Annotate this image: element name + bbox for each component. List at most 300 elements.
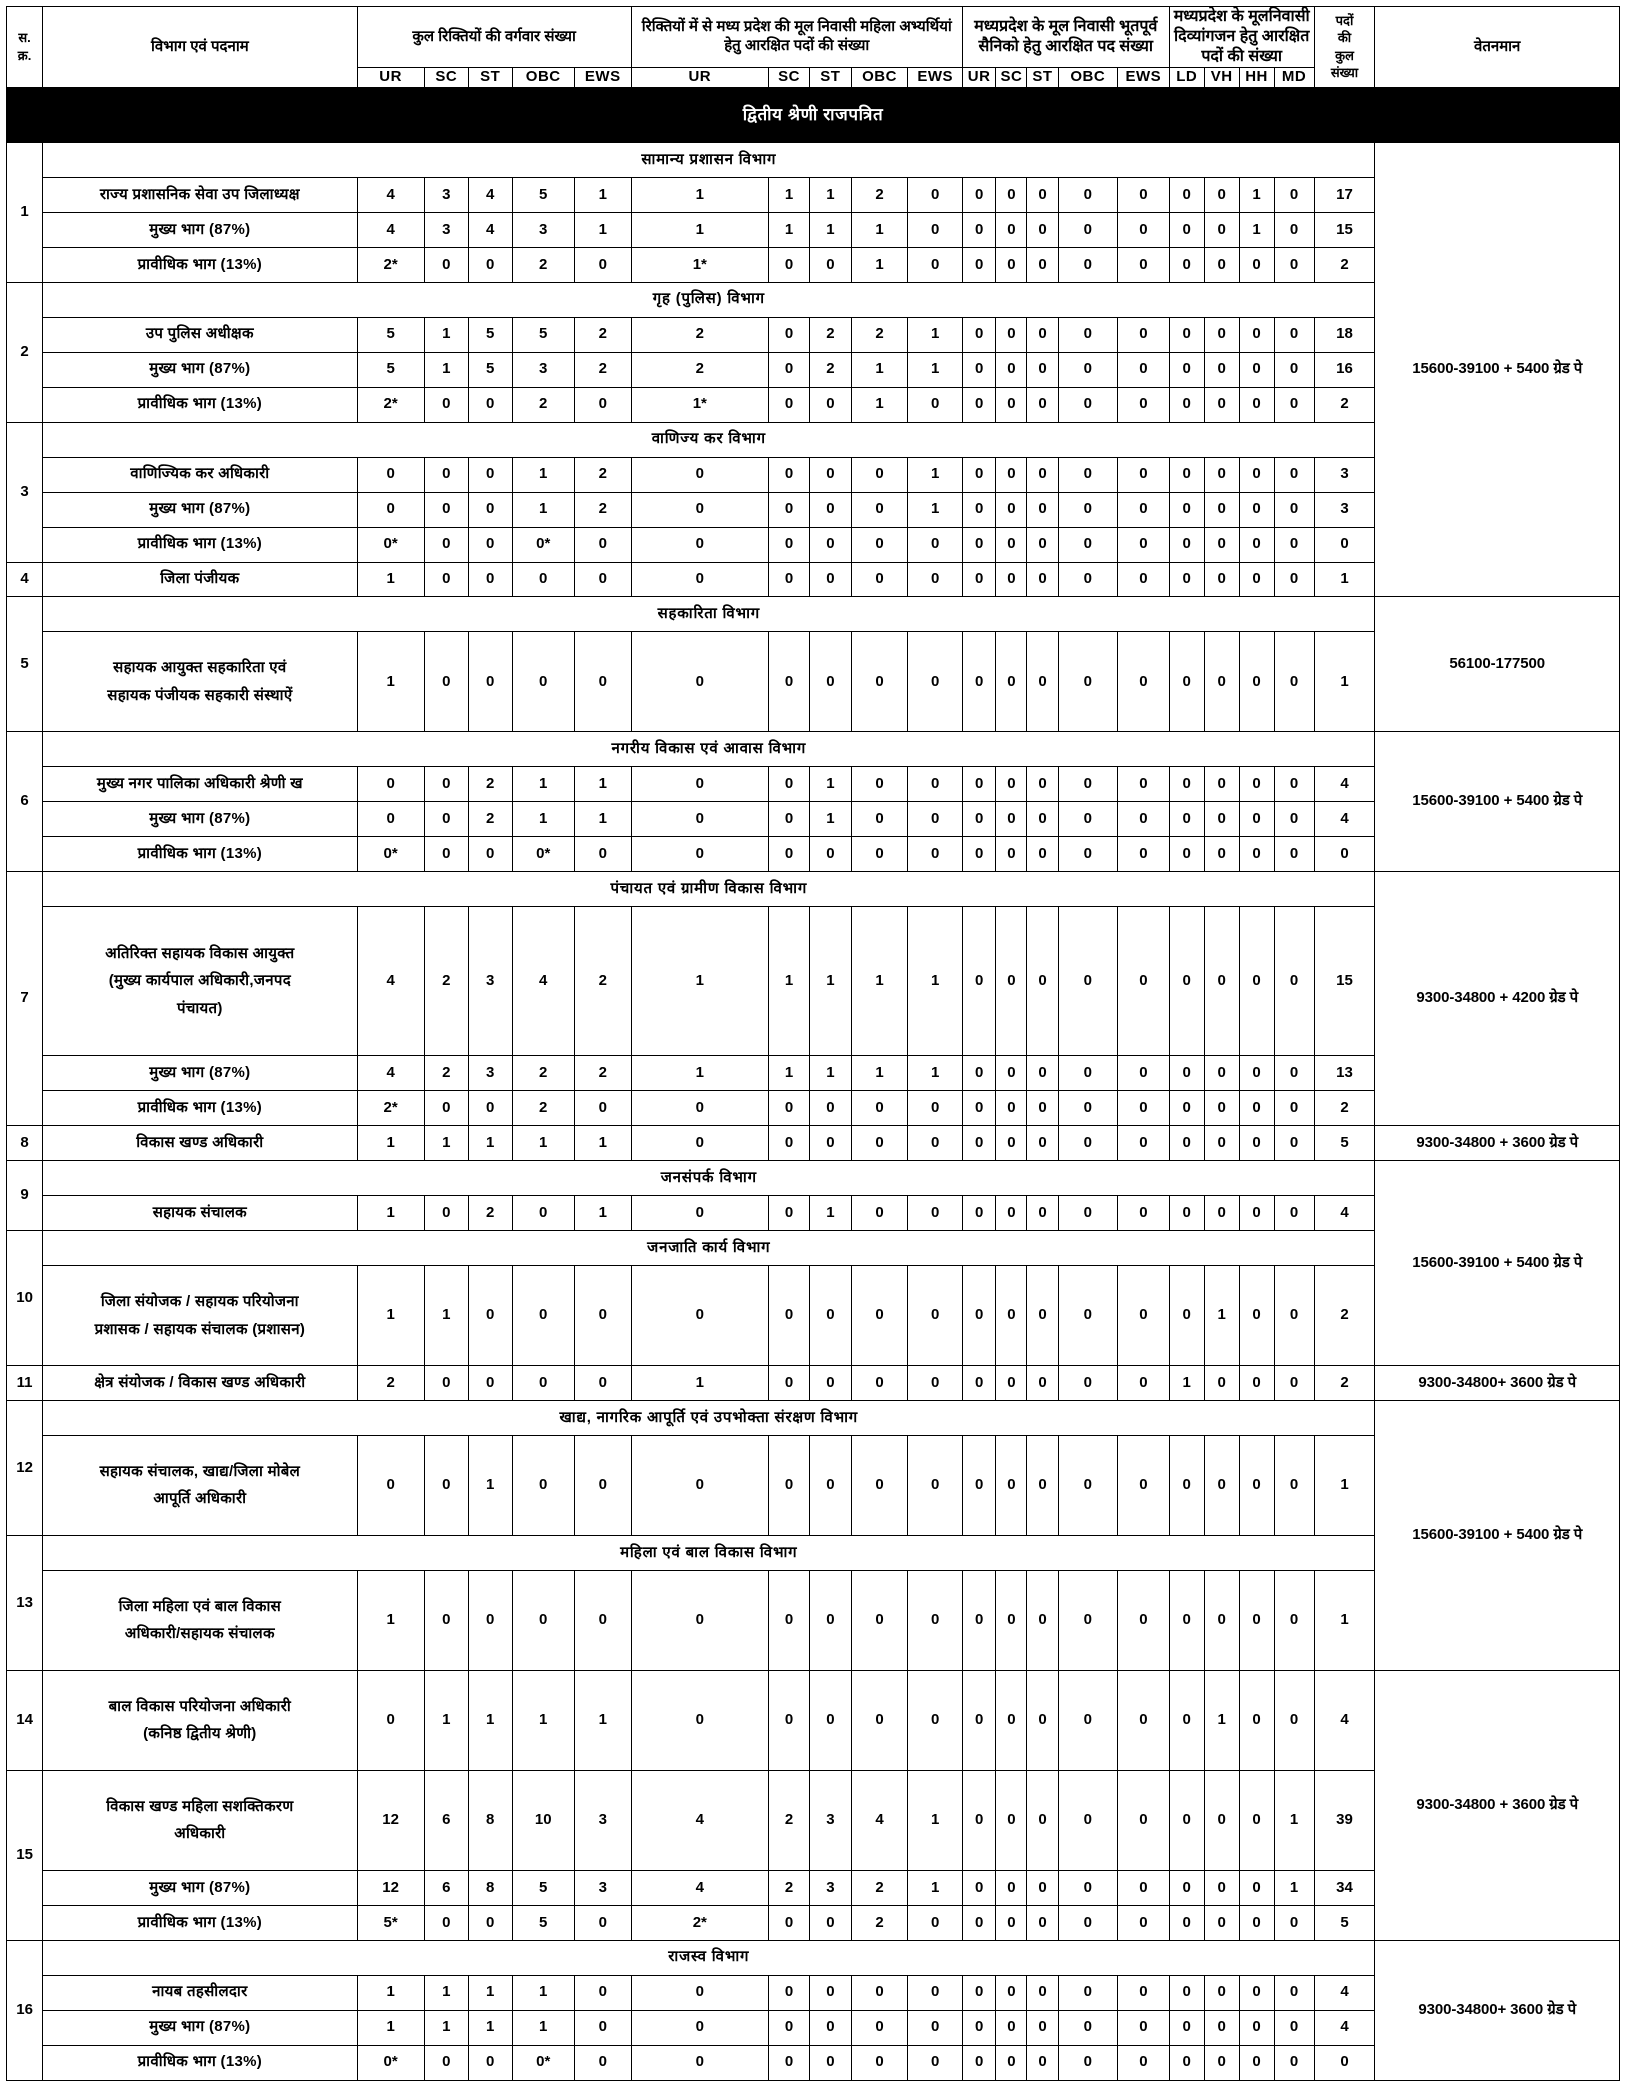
value-cell-vh-16: 0 bbox=[1204, 767, 1239, 802]
value-cell-ur-0: 12 bbox=[357, 1770, 424, 1870]
value-cell-obc-3: 0* bbox=[512, 2045, 574, 2080]
value-cell-obc-8: 0 bbox=[851, 1126, 908, 1161]
post-name-line: मुख्य भाग (87%) bbox=[149, 1063, 251, 1081]
subheader-ld: LD bbox=[1169, 68, 1204, 88]
value-cell-ur-5: 0 bbox=[631, 1091, 768, 1126]
value-cell-obc-3: 5 bbox=[512, 317, 574, 352]
value-cell-ur-0: 0 bbox=[357, 457, 424, 492]
value-cell-ews-4: 1 bbox=[574, 212, 631, 247]
post-name-line: प्रावीधिक भाग (13%) bbox=[137, 255, 263, 273]
value-cell-ews-9: 0 bbox=[908, 767, 962, 802]
value-cell-ur-0: 0 bbox=[357, 1435, 424, 1535]
subheader-ews-2: EWS bbox=[908, 68, 962, 88]
serial-number-cell: 2 bbox=[7, 282, 43, 422]
value-cell-ur-10: 0 bbox=[962, 1905, 996, 1940]
section-banner-row bbox=[7, 87, 1620, 142]
value-cell-ur-0: 5 bbox=[357, 352, 424, 387]
value-cell-ews-14: 0 bbox=[1117, 1770, 1169, 1870]
value-cell-sc-6: 0 bbox=[768, 1670, 809, 1770]
value-cell-obc-8: 0 bbox=[851, 632, 908, 732]
value-cell-st-7: 1 bbox=[810, 767, 851, 802]
value-cell-sc-11: 0 bbox=[996, 1366, 1027, 1401]
value-cell-ews-4: 0 bbox=[574, 1366, 631, 1401]
value-cell-ews-9: 0 bbox=[908, 837, 962, 872]
value-cell-ur-0: 1 bbox=[357, 1266, 424, 1366]
post-name-line: अतिरिक्त सहायक विकास आयुक्त bbox=[105, 944, 295, 962]
value-cell-hh-17: 0 bbox=[1239, 387, 1274, 422]
post-name-line: (मुख्य कार्यपाल अधिकारी,जनपद bbox=[108, 972, 291, 990]
row-total-cell: 5 bbox=[1314, 1126, 1375, 1161]
value-cell-ews-4: 1 bbox=[574, 767, 631, 802]
value-cell-obc-8: 0 bbox=[851, 1670, 908, 1770]
value-cell-obc-3: 5 bbox=[512, 1905, 574, 1940]
value-cell-sc-11: 0 bbox=[996, 247, 1027, 282]
value-cell-hh-17: 0 bbox=[1239, 802, 1274, 837]
value-cell-vh-16: 0 bbox=[1204, 802, 1239, 837]
value-cell-md-18: 0 bbox=[1274, 562, 1314, 597]
value-cell-ur-10: 0 bbox=[962, 632, 996, 732]
post-name-cell bbox=[43, 2045, 357, 2080]
value-cell-st-12: 0 bbox=[1027, 562, 1058, 597]
value-cell-st-12: 0 bbox=[1027, 317, 1058, 352]
post-name-line: मुख्य नगर पालिका अधिकारी श्रेणी ख bbox=[96, 774, 303, 792]
value-cell-ews-9: 0 bbox=[908, 802, 962, 837]
value-cell-sc-11: 0 bbox=[996, 2010, 1027, 2045]
value-cell-sc-6: 1 bbox=[768, 1056, 809, 1091]
value-cell-st-12: 0 bbox=[1027, 802, 1058, 837]
value-cell-md-18: 0 bbox=[1274, 1435, 1314, 1535]
subheader-st-3: ST bbox=[1027, 68, 1058, 88]
post-name-cell bbox=[43, 178, 357, 213]
value-cell-st-7: 3 bbox=[810, 1770, 851, 1870]
value-cell-ews-9: 1 bbox=[908, 457, 962, 492]
value-cell-ews-4: 1 bbox=[574, 178, 631, 213]
value-cell-obc-13: 0 bbox=[1058, 2045, 1117, 2080]
value-cell-ld-15: 0 bbox=[1169, 1905, 1204, 1940]
value-cell-sc-6: 1 bbox=[768, 212, 809, 247]
serial-number-cell: 10 bbox=[7, 1231, 43, 1366]
value-cell-sc-11: 0 bbox=[996, 1870, 1027, 1905]
value-cell-st-2: 0 bbox=[468, 527, 512, 562]
value-cell-ews-9: 1 bbox=[908, 907, 962, 1056]
value-cell-sc-6: 0 bbox=[768, 767, 809, 802]
value-cell-md-18: 0 bbox=[1274, 317, 1314, 352]
value-cell-ews-9: 0 bbox=[908, 562, 962, 597]
row-total-cell: 0 bbox=[1314, 527, 1375, 562]
value-cell-md-18: 0 bbox=[1274, 1975, 1314, 2010]
subheader-st-2: ST bbox=[810, 68, 851, 88]
post-name-cell bbox=[43, 1056, 357, 1091]
post-name-cell bbox=[43, 632, 357, 732]
post-name-cell bbox=[43, 802, 357, 837]
post-name-line: सहायक आयुक्त सहकारिता एवं bbox=[113, 659, 287, 677]
value-cell-ews-9: 1 bbox=[908, 492, 962, 527]
value-cell-obc-13: 0 bbox=[1058, 387, 1117, 422]
value-cell-st-12: 0 bbox=[1027, 352, 1058, 387]
header-posts-total-l1: पदों bbox=[1335, 12, 1354, 28]
value-cell-st-7: 0 bbox=[810, 492, 851, 527]
department-title-row bbox=[7, 597, 1620, 632]
department-name: पंचायत एवं ग्रामीण विकास विभाग bbox=[43, 872, 1375, 907]
value-cell-obc-3: 3 bbox=[512, 212, 574, 247]
department-name: महिला एवं बाल विकास विभाग bbox=[43, 1535, 1375, 1570]
subheader-obc-1: OBC bbox=[512, 68, 574, 88]
header-posts-total-l4: संख्या bbox=[1330, 65, 1359, 81]
value-cell-obc-3: 1 bbox=[512, 1670, 574, 1770]
value-cell-ur-0: 4 bbox=[357, 907, 424, 1056]
value-cell-vh-16: 0 bbox=[1204, 1056, 1239, 1091]
post-name-line: सहायक संचालक bbox=[152, 1203, 248, 1221]
value-cell-ld-15: 0 bbox=[1169, 1570, 1204, 1670]
value-cell-ur-5: 2 bbox=[631, 352, 768, 387]
value-cell-hh-17: 0 bbox=[1239, 1870, 1274, 1905]
value-cell-ur-10: 0 bbox=[962, 1870, 996, 1905]
value-cell-obc-8: 1 bbox=[851, 212, 908, 247]
value-cell-st-7: 0 bbox=[810, 1570, 851, 1670]
value-cell-st-2: 5 bbox=[468, 317, 512, 352]
value-cell-obc-13: 0 bbox=[1058, 1435, 1117, 1535]
value-cell-vh-16: 0 bbox=[1204, 2045, 1239, 2080]
value-cell-obc-13: 0 bbox=[1058, 767, 1117, 802]
value-cell-ews-9: 1 bbox=[908, 1870, 962, 1905]
value-cell-st-12: 0 bbox=[1027, 767, 1058, 802]
value-cell-vh-16: 0 bbox=[1204, 212, 1239, 247]
value-cell-ur-5: 0 bbox=[631, 457, 768, 492]
value-cell-obc-13: 0 bbox=[1058, 802, 1117, 837]
value-cell-md-18: 0 bbox=[1274, 2045, 1314, 2080]
post-name-cell bbox=[43, 457, 357, 492]
header-row-main bbox=[7, 7, 1620, 68]
value-cell-ews-4: 2 bbox=[574, 457, 631, 492]
value-cell-ews-14: 0 bbox=[1117, 1435, 1169, 1535]
value-cell-sc-1: 0 bbox=[424, 492, 468, 527]
row-total-cell: 1 bbox=[1314, 562, 1375, 597]
value-cell-hh-17: 0 bbox=[1239, 1366, 1274, 1401]
post-name-cell bbox=[43, 1126, 357, 1161]
value-cell-obc-3: 0* bbox=[512, 527, 574, 562]
department-title-row bbox=[7, 872, 1620, 907]
value-cell-hh-17: 0 bbox=[1239, 632, 1274, 732]
header-total-vacancies: कुल रिक्तियों की वर्गवार संख्या bbox=[357, 7, 631, 68]
value-cell-st-7: 0 bbox=[810, 1975, 851, 2010]
value-cell-sc-6: 0 bbox=[768, 2045, 809, 2080]
value-cell-obc-8: 2 bbox=[851, 178, 908, 213]
value-cell-ld-15: 0 bbox=[1169, 387, 1204, 422]
row-total-cell: 15 bbox=[1314, 212, 1375, 247]
value-cell-hh-17: 0 bbox=[1239, 907, 1274, 1056]
payscale-cell: 15600-39100 + 5400 ग्रेड पे bbox=[1375, 1161, 1620, 1366]
value-cell-ews-4: 0 bbox=[574, 837, 631, 872]
value-cell-st-2: 0 bbox=[468, 632, 512, 732]
value-cell-st-7: 0 bbox=[810, 527, 851, 562]
value-cell-ur-5: 1 bbox=[631, 1366, 768, 1401]
post-name-cell bbox=[43, 1435, 357, 1535]
value-cell-ews-14: 0 bbox=[1117, 352, 1169, 387]
post-name-cell bbox=[43, 317, 357, 352]
serial-number-cell: 1 bbox=[7, 143, 43, 283]
value-cell-obc-13: 0 bbox=[1058, 1870, 1117, 1905]
value-cell-sc-1: 0 bbox=[424, 1091, 468, 1126]
value-cell-sc-6: 2 bbox=[768, 1770, 809, 1870]
value-cell-ews-4: 2 bbox=[574, 317, 631, 352]
value-cell-hh-17: 0 bbox=[1239, 247, 1274, 282]
value-cell-ews-4: 1 bbox=[574, 1126, 631, 1161]
value-cell-ur-0: 4 bbox=[357, 1056, 424, 1091]
value-cell-sc-11: 0 bbox=[996, 1091, 1027, 1126]
value-cell-obc-8: 0 bbox=[851, 2045, 908, 2080]
value-cell-sc-11: 0 bbox=[996, 2045, 1027, 2080]
value-cell-st-2: 4 bbox=[468, 212, 512, 247]
value-cell-ur-10: 0 bbox=[962, 492, 996, 527]
value-cell-st-2: 8 bbox=[468, 1770, 512, 1870]
value-cell-obc-13: 0 bbox=[1058, 1905, 1117, 1940]
value-cell-st-7: 0 bbox=[810, 1670, 851, 1770]
department-name: गृह (पुलिस) विभाग bbox=[43, 282, 1375, 317]
post-name-line: प्रावीधिक भाग (13%) bbox=[137, 535, 263, 553]
value-cell-ews-4: 2 bbox=[574, 1056, 631, 1091]
value-cell-obc-3: 4 bbox=[512, 907, 574, 1056]
value-cell-ld-15: 0 bbox=[1169, 527, 1204, 562]
value-cell-ur-5: 1 bbox=[631, 1056, 768, 1091]
value-cell-vh-16: 0 bbox=[1204, 352, 1239, 387]
table-head bbox=[7, 7, 1620, 88]
value-cell-st-7: 0 bbox=[810, 1435, 851, 1535]
value-cell-obc-3: 2 bbox=[512, 387, 574, 422]
value-cell-obc-13: 0 bbox=[1058, 562, 1117, 597]
value-cell-obc-3: 0 bbox=[512, 1366, 574, 1401]
value-cell-vh-16: 0 bbox=[1204, 457, 1239, 492]
value-cell-obc-8: 0 bbox=[851, 767, 908, 802]
value-cell-ur-5: 1* bbox=[631, 247, 768, 282]
value-cell-vh-16: 1 bbox=[1204, 1266, 1239, 1366]
value-cell-hh-17: 0 bbox=[1239, 837, 1274, 872]
post-name-line: मुख्य भाग (87%) bbox=[149, 2018, 251, 2036]
value-cell-sc-6: 0 bbox=[768, 1975, 809, 2010]
value-cell-ews-14: 0 bbox=[1117, 492, 1169, 527]
row-total-cell: 34 bbox=[1314, 1870, 1375, 1905]
value-cell-ur-0: 1 bbox=[357, 2010, 424, 2045]
payscale-cell: 15600-39100 + 5400 ग्रेड पे bbox=[1375, 1401, 1620, 1671]
post-name-line: (कनिष्ठ द्वितीय श्रेणी) bbox=[143, 1725, 257, 1743]
value-cell-ld-15: 0 bbox=[1169, 767, 1204, 802]
row-total-cell: 2 bbox=[1314, 387, 1375, 422]
value-cell-ews-4: 0 bbox=[574, 1570, 631, 1670]
value-cell-obc-8: 0 bbox=[851, 457, 908, 492]
value-cell-ews-14: 0 bbox=[1117, 1366, 1169, 1401]
value-cell-ur-10: 0 bbox=[962, 457, 996, 492]
value-cell-ur-0: 2 bbox=[357, 1366, 424, 1401]
value-cell-st-12: 0 bbox=[1027, 1266, 1058, 1366]
value-cell-obc-8: 2 bbox=[851, 1870, 908, 1905]
post-name-line: आपूर्ति अधिकारी bbox=[153, 1490, 247, 1508]
value-cell-ur-10: 0 bbox=[962, 767, 996, 802]
value-cell-ld-15: 0 bbox=[1169, 247, 1204, 282]
value-cell-obc-3: 1 bbox=[512, 1126, 574, 1161]
value-cell-hh-17: 0 bbox=[1239, 1196, 1274, 1231]
value-cell-obc-13: 0 bbox=[1058, 907, 1117, 1056]
value-cell-st-2: 2 bbox=[468, 802, 512, 837]
value-cell-sc-11: 0 bbox=[996, 1570, 1027, 1670]
value-cell-sc-1: 0 bbox=[424, 2045, 468, 2080]
value-cell-ld-15: 0 bbox=[1169, 1870, 1204, 1905]
value-cell-obc-3: 0 bbox=[512, 1266, 574, 1366]
row-total-cell: 18 bbox=[1314, 317, 1375, 352]
value-cell-st-12: 0 bbox=[1027, 1905, 1058, 1940]
value-cell-sc-1: 0 bbox=[424, 527, 468, 562]
value-cell-st-7: 0 bbox=[810, 2045, 851, 2080]
value-cell-ews-4: 0 bbox=[574, 562, 631, 597]
value-cell-hh-17: 0 bbox=[1239, 1091, 1274, 1126]
value-cell-ews-4: 0 bbox=[574, 632, 631, 732]
department-name: जनसंपर्क विभाग bbox=[43, 1161, 1375, 1196]
value-cell-sc-6: 0 bbox=[768, 317, 809, 352]
value-cell-md-18: 0 bbox=[1274, 178, 1314, 213]
value-cell-ur-10: 0 bbox=[962, 212, 996, 247]
value-cell-ews-14: 0 bbox=[1117, 247, 1169, 282]
value-cell-obc-3: 10 bbox=[512, 1770, 574, 1870]
value-cell-st-12: 0 bbox=[1027, 212, 1058, 247]
value-cell-ews-9: 0 bbox=[908, 1435, 962, 1535]
post-name-line: उप पुलिस अधीक्षक bbox=[145, 325, 254, 343]
value-cell-ur-10: 0 bbox=[962, 317, 996, 352]
value-cell-vh-16: 0 bbox=[1204, 1975, 1239, 2010]
value-cell-sc-11: 0 bbox=[996, 1975, 1027, 2010]
value-cell-hh-17: 0 bbox=[1239, 527, 1274, 562]
value-cell-obc-3: 0 bbox=[512, 1196, 574, 1231]
value-cell-sc-6: 0 bbox=[768, 1126, 809, 1161]
value-cell-ur-10: 0 bbox=[962, 178, 996, 213]
value-cell-ews-14: 0 bbox=[1117, 632, 1169, 732]
value-cell-vh-16: 0 bbox=[1204, 1366, 1239, 1401]
value-cell-st-2: 5 bbox=[468, 352, 512, 387]
value-cell-vh-16: 0 bbox=[1204, 837, 1239, 872]
value-cell-obc-8: 1 bbox=[851, 1056, 908, 1091]
value-cell-sc-11: 0 bbox=[996, 457, 1027, 492]
value-cell-vh-16: 0 bbox=[1204, 178, 1239, 213]
value-cell-md-18: 0 bbox=[1274, 387, 1314, 422]
value-cell-ur-5: 0 bbox=[631, 1435, 768, 1535]
value-cell-st-12: 0 bbox=[1027, 632, 1058, 732]
row-total-cell: 1 bbox=[1314, 1570, 1375, 1670]
value-cell-st-12: 0 bbox=[1027, 247, 1058, 282]
value-cell-ld-15: 0 bbox=[1169, 1196, 1204, 1231]
value-cell-st-2: 0 bbox=[468, 1570, 512, 1670]
value-cell-obc-3: 2 bbox=[512, 1056, 574, 1091]
post-name-cell bbox=[43, 1570, 357, 1670]
value-cell-ews-9: 0 bbox=[908, 1266, 962, 1366]
value-cell-ur-0: 4 bbox=[357, 212, 424, 247]
row-total-cell: 2 bbox=[1314, 1266, 1375, 1366]
value-cell-vh-16: 0 bbox=[1204, 907, 1239, 1056]
post-name-cell bbox=[43, 1870, 357, 1905]
value-cell-ews-4: 0 bbox=[574, 1435, 631, 1535]
value-cell-hh-17: 0 bbox=[1239, 1905, 1274, 1940]
post-name-cell bbox=[43, 527, 357, 562]
value-cell-ur-0: 5 bbox=[357, 317, 424, 352]
row-total-cell: 13 bbox=[1314, 1056, 1375, 1091]
value-cell-ur-10: 0 bbox=[962, 1770, 996, 1870]
value-cell-ews-9: 0 bbox=[908, 2045, 962, 2080]
value-cell-obc-8: 1 bbox=[851, 247, 908, 282]
value-cell-ur-5: 2 bbox=[631, 317, 768, 352]
row-total-cell: 4 bbox=[1314, 802, 1375, 837]
department-title-row bbox=[7, 1940, 1620, 1975]
table-row bbox=[7, 1670, 1620, 1770]
value-cell-sc-6: 1 bbox=[768, 907, 809, 1056]
value-cell-ews-9: 0 bbox=[908, 1570, 962, 1670]
header-department: विभाग एवं पदनाम bbox=[43, 7, 357, 88]
value-cell-obc-13: 0 bbox=[1058, 178, 1117, 213]
serial-number-cell: 6 bbox=[7, 732, 43, 872]
row-total-cell: 4 bbox=[1314, 1196, 1375, 1231]
value-cell-ld-15: 0 bbox=[1169, 802, 1204, 837]
value-cell-vh-16: 1 bbox=[1204, 1670, 1239, 1770]
value-cell-vh-16: 0 bbox=[1204, 1905, 1239, 1940]
row-total-cell: 1 bbox=[1314, 632, 1375, 732]
value-cell-st-7: 2 bbox=[810, 317, 851, 352]
value-cell-st-7: 0 bbox=[810, 247, 851, 282]
value-cell-sc-1: 0 bbox=[424, 767, 468, 802]
row-total-cell: 2 bbox=[1314, 1091, 1375, 1126]
value-cell-ur-5: 1 bbox=[631, 907, 768, 1056]
value-cell-st-12: 0 bbox=[1027, 457, 1058, 492]
payscale-cell: 15600-39100 + 5400 ग्रेड पे bbox=[1375, 732, 1620, 872]
subheader-obc-2: OBC bbox=[851, 68, 908, 88]
value-cell-ur-10: 0 bbox=[962, 2045, 996, 2080]
post-name-line: मुख्य भाग (87%) bbox=[149, 360, 251, 378]
value-cell-st-2: 3 bbox=[468, 1056, 512, 1091]
value-cell-sc-1: 0 bbox=[424, 387, 468, 422]
post-name-line: जिला महिला एवं बाल विकास bbox=[118, 1597, 282, 1615]
value-cell-obc-3: 2 bbox=[512, 1091, 574, 1126]
value-cell-st-7: 1 bbox=[810, 178, 851, 213]
value-cell-ld-15: 0 bbox=[1169, 2010, 1204, 2045]
value-cell-vh-16: 0 bbox=[1204, 562, 1239, 597]
value-cell-ews-14: 0 bbox=[1117, 1570, 1169, 1670]
value-cell-md-18: 0 bbox=[1274, 1670, 1314, 1770]
value-cell-ld-15: 0 bbox=[1169, 317, 1204, 352]
value-cell-ur-5: 4 bbox=[631, 1870, 768, 1905]
value-cell-st-12: 0 bbox=[1027, 1975, 1058, 2010]
subheader-ur-2: UR bbox=[631, 68, 768, 88]
value-cell-ur-10: 0 bbox=[962, 1056, 996, 1091]
value-cell-sc-6: 0 bbox=[768, 1196, 809, 1231]
value-cell-md-18: 1 bbox=[1274, 1870, 1314, 1905]
value-cell-ur-0: 0* bbox=[357, 837, 424, 872]
value-cell-ur-5: 0 bbox=[631, 1196, 768, 1231]
value-cell-ews-14: 0 bbox=[1117, 1126, 1169, 1161]
value-cell-md-18: 0 bbox=[1274, 2010, 1314, 2045]
row-total-cell: 16 bbox=[1314, 352, 1375, 387]
serial-number-cell: 5 bbox=[7, 597, 43, 732]
value-cell-obc-13: 0 bbox=[1058, 317, 1117, 352]
value-cell-sc-1: 1 bbox=[424, 1266, 468, 1366]
value-cell-hh-17: 0 bbox=[1239, 1770, 1274, 1870]
value-cell-vh-16: 0 bbox=[1204, 1196, 1239, 1231]
row-total-cell: 4 bbox=[1314, 1975, 1375, 2010]
value-cell-st-7: 0 bbox=[810, 1091, 851, 1126]
value-cell-sc-1: 1 bbox=[424, 317, 468, 352]
value-cell-ews-4: 1 bbox=[574, 802, 631, 837]
value-cell-ur-10: 0 bbox=[962, 1266, 996, 1366]
department-title-row bbox=[7, 732, 1620, 767]
value-cell-ur-5: 0 bbox=[631, 2045, 768, 2080]
value-cell-ld-15: 0 bbox=[1169, 632, 1204, 732]
value-cell-ews-9: 0 bbox=[908, 632, 962, 732]
value-cell-ur-0: 1 bbox=[357, 1975, 424, 2010]
post-name-line: जिला संयोजक / सहायक परियोजना bbox=[100, 1292, 299, 1310]
value-cell-st-7: 1 bbox=[810, 1056, 851, 1091]
